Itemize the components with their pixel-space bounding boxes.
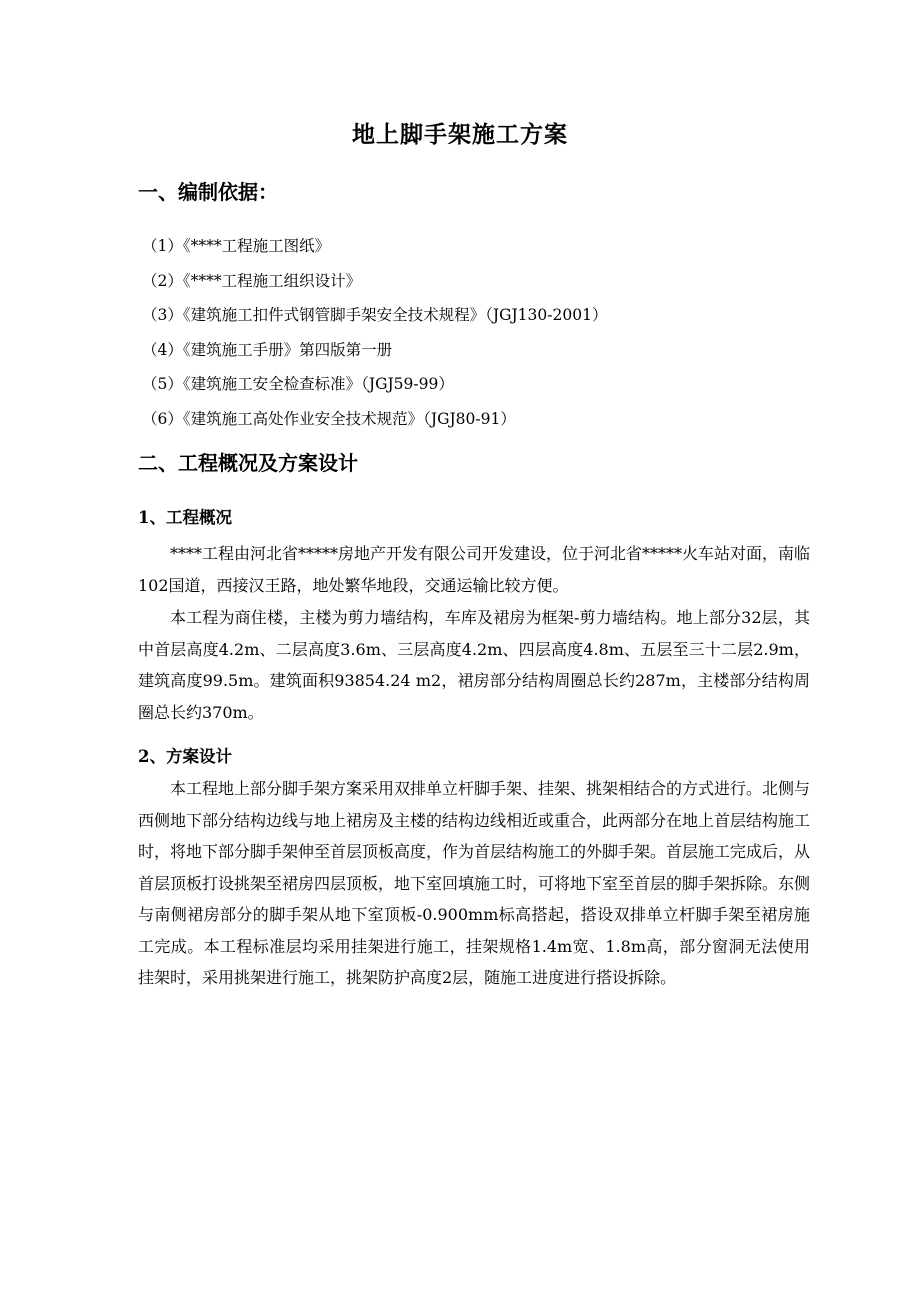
section-heading-overview: 二、工程概况及方案设计 [138,451,358,475]
reference-item: （2）《****工程施工组织设计》 [142,271,362,290]
reference-item: （5）《建筑施工安全检查标准》（JGJ59-99） [142,375,454,394]
design-paragraph: 本工程地上部分脚手架方案采用双排单立杆脚手架、挂架、挑架相结合的方式进行。北侧与西侧地下部分结构边线与地上裙房及主楼的结构边线相近或重合，此两部分在地上首层结构施工时，将地下部分脚手架伸至首层顶板高度，作为首层结构施工的外脚手架。首层施工完成后，从首层顶板打设挑架至裙房四层顶板，地下室回填施工时，可将地下室至首层的脚手架拆除。东侧与南侧裙房部分的脚手架从地下室顶板-0.900mm标高搭起，搭设双排单立杆脚手架至裙房施工完成。本工程标准层均采用挂架进行施工，挂架规格1.4m宽、1.8m高，部分窗洞无法使用挂架时，采用挑架进行施工，挑架防护高度2层，随施工进度进行搭设拆除。 [138,779,811,987]
subsection-heading-design: 2、方案设计 [138,747,232,766]
overview-paragraph: ****工程由河北省*****房地产开发有限公司开发建设，位于河北省*****火车站对面，南临102国道，西接汉王路，地处繁华地段，交通运输比较方便。 [138,544,811,595]
reference-list [142,229,607,437]
section-heading-basis: 一、编制依据： [138,180,278,204]
reference-item: （1）《****工程施工图纸》 [142,237,331,255]
document-title: 地上脚手架施工方案 [352,121,568,148]
reference-item: （4）《建筑施工手册》第四版第一册 [142,340,393,359]
overview-paragraph: 本工程为商住楼，主楼为剪力墙结构，车库及裙房为框架-剪力墙结构。地上部分32层，其中首层高度4.2m、二层高度3.6m、三层高度4.2m、四层高度4.8m、五层至三十二层2.9m，建筑高度99.5m。建筑面积93854.24 m2，裙房部分结构周圈总长约287m，主楼部分结构周圈总长约370m。 [138,608,810,722]
subsection-heading-overview: 1、工程概况 [138,508,232,527]
reference-item: （6）《建筑施工高处作业安全技术规范》（JGJ80-91） [142,409,516,428]
reference-item: （3）《建筑施工扣件式钢管脚手架安全技术规程》（JGJ130-2001） [142,306,608,325]
